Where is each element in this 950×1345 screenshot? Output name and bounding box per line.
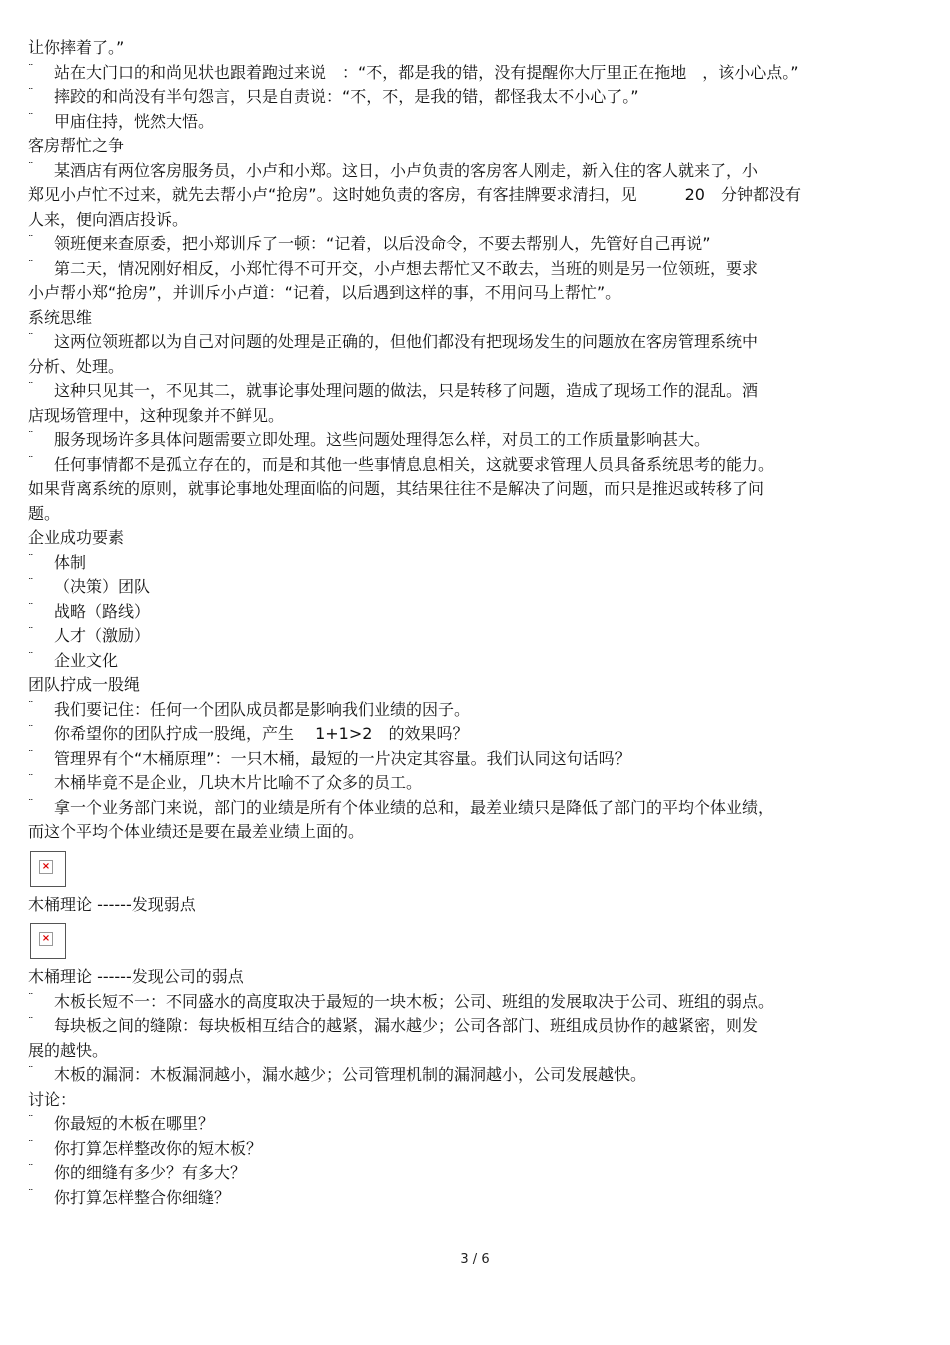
line-text: 你的细缝有多少？有多大？ xyxy=(54,1163,247,1182)
text-line xyxy=(28,330,908,355)
line-text: 题。 xyxy=(28,503,61,523)
bullet-mark: ¨ xyxy=(28,576,34,589)
bullet-mark: ¨ xyxy=(28,551,34,565)
text-line xyxy=(28,649,908,674)
line-text: 某酒店有两位客房服务员，小卢和小郑。这日，小卢负责的客房客人刚走，新入住的客人就来了，小 xyxy=(54,160,759,180)
text-line xyxy=(28,502,908,527)
text-line xyxy=(28,208,908,233)
text-line xyxy=(28,965,908,990)
line-text: 展的越快。 xyxy=(28,1040,109,1060)
bullet-mark: ¨ xyxy=(28,1113,34,1126)
text-line xyxy=(28,306,908,331)
line-text: 木桶理论 ------发现公司的弱点 xyxy=(28,967,244,986)
bullet-mark: ¨ xyxy=(28,649,34,663)
bullet-mark: ¨ xyxy=(28,723,34,736)
line-text: 服务现场许多具体问题需要立即处理。这些问题处理得怎么样，对员工的工作质量影响甚大。 xyxy=(54,430,711,449)
bullet-mark: ¨ xyxy=(28,331,34,344)
text-line xyxy=(28,36,908,61)
bullet-mark: ¨ xyxy=(28,1064,34,1077)
line-text: 小卢帮小郑“抢房”，并训斥小卢道：“记着，以后遇到这样的事，不用问马上帮忙”。 xyxy=(28,283,622,302)
text-line xyxy=(28,85,908,110)
caption-1: 木桶理论 ------发现弱点 xyxy=(28,894,196,914)
line-text: 你最短的木板在哪里？ xyxy=(54,1114,215,1133)
bullet-mark: ¨ xyxy=(28,159,34,173)
text-line xyxy=(28,428,908,453)
bullet-mark: ¨ xyxy=(28,61,34,75)
line-text: 木板的漏洞：木板漏洞越小，漏水越少；公司管理机制的漏洞越小，公司发展越快。 xyxy=(54,1065,647,1084)
text-line xyxy=(28,355,908,380)
text-line xyxy=(28,1088,908,1113)
line-text: 客房帮忙之争 xyxy=(28,136,125,155)
line-text: 木桶毕竟不是企业，几块木片比喻不了众多的员工。 xyxy=(54,773,423,792)
bullet-mark: ¨ xyxy=(28,747,34,761)
text-line xyxy=(28,1039,908,1064)
text-line xyxy=(28,477,908,502)
line-text: 体制 xyxy=(54,552,87,572)
text-line xyxy=(28,281,908,306)
bullet-mark: ¨ xyxy=(28,453,34,467)
line-text: 而这个平均个体业绩还是要在最差业绩上面的。 xyxy=(28,822,365,841)
text-line xyxy=(28,820,908,845)
bullet-mark: ¨ xyxy=(28,600,34,614)
line-text: 郑见小卢忙不过来，就先去帮小卢“抢房”。这时她负责的客房，有客挂牌要求清扫，见 20 分钟都没有 xyxy=(28,185,801,204)
text-line xyxy=(28,232,908,257)
text-line xyxy=(28,1161,908,1186)
text-line xyxy=(28,575,908,600)
text-line xyxy=(28,134,908,159)
text-line xyxy=(28,110,908,135)
line-text: （决策）团队 xyxy=(54,577,151,596)
text-line xyxy=(28,1063,908,1088)
text-line xyxy=(28,61,908,86)
broken-image-2 xyxy=(30,923,66,959)
line-text: 你打算怎样整改你的短木板？ xyxy=(54,1138,263,1158)
line-text: 这两位领班都以为自己对问题的处理是正确的，但他们都没有把现场发生的问题放在客房管理系统中 xyxy=(54,332,759,351)
bullet-mark: ¨ xyxy=(28,698,34,712)
bullet-mark: ¨ xyxy=(28,1137,34,1151)
text-line xyxy=(28,600,908,625)
bullet-mark: ¨ xyxy=(28,380,34,393)
bullet-mark: ¨ xyxy=(28,257,34,271)
text-line xyxy=(28,159,908,184)
text-line xyxy=(28,1014,908,1039)
text-line xyxy=(28,1137,908,1162)
text-line xyxy=(28,1186,908,1211)
bullet-mark: ¨ xyxy=(28,86,34,99)
line-text: 人来，便向酒店投诉。 xyxy=(28,209,189,229)
line-text: 管理界有个“木桶原理”：一只木桶，最短的一片决定其容量。我们认同这句话吗？ xyxy=(54,748,631,768)
text-line xyxy=(28,990,908,1015)
line-text: 我们要记住：任何一个团队成员都是影响我们业绩的因子。 xyxy=(54,699,471,719)
text-block-b xyxy=(28,965,908,1210)
line-text: 甲庙住持，恍然大悟。 xyxy=(54,111,215,131)
line-text: 木板长短不一：不同盛水的高度取决于最短的一块木板；公司、班组的发展取决于公司、班组的弱点。 xyxy=(54,991,775,1011)
broken-image-icon: × xyxy=(39,860,53,874)
text-line xyxy=(28,257,908,282)
text-line xyxy=(28,796,908,821)
text-line xyxy=(28,747,908,772)
line-text: 如果背离系统的原则，就事论事地处理面临的问题，其结果往往不是解决了问题，而只是推迟或转移了问 xyxy=(28,479,765,498)
line-text: 店现场管理中，这种现象并不鲜见。 xyxy=(28,405,285,425)
text-line xyxy=(28,404,908,429)
line-text: 讨论： xyxy=(28,1089,77,1109)
text-line xyxy=(28,673,908,698)
page-number: 3 / 6 xyxy=(460,1252,490,1267)
line-text: 你打算怎样整合你细缝？ xyxy=(54,1187,231,1207)
bullet-mark: ¨ xyxy=(28,233,34,246)
text-line xyxy=(28,624,908,649)
bullet-mark: ¨ xyxy=(28,1015,34,1028)
line-text: 团队拧成一股绳 xyxy=(28,675,141,694)
line-text: 企业文化 xyxy=(54,650,119,670)
bullet-mark: ¨ xyxy=(28,796,34,810)
bullet-mark: ¨ xyxy=(28,990,34,1004)
line-text: 拿一个业务部门来说，部门的业绩是所有个体业绩的总和，最差业绩只是降低了部门的平均个体业绩， xyxy=(54,797,775,817)
document-page xyxy=(28,36,908,1210)
line-text: 这种只见其一，不见其二，就事论事处理问题的做法，只是转移了问题，造成了现场工作的混乱。酒 xyxy=(54,381,759,400)
line-text: 摔跤的和尚没有半句怨言，只是自责说：“不，不，是我的错，都怪我太不小心了。” xyxy=(54,87,639,106)
bullet-mark: ¨ xyxy=(28,429,34,442)
line-text: 你希望你的团队拧成一股绳，产生 1+1>2 的效果吗？ xyxy=(54,724,469,743)
text-line xyxy=(28,379,908,404)
text-line xyxy=(28,722,908,747)
text-line xyxy=(28,771,908,796)
line-text: 站在大门口的和尚见状也跟着跑过来说 ：“不，都是我的错，没有提醒你大厅里正在拖地 ，该小心点。” xyxy=(54,62,799,82)
bullet-mark: ¨ xyxy=(28,772,34,785)
line-text: 每块板之间的缝隙：每块板相互结合的越紧，漏水越少；公司各部门、班组成员协作的越紧密，则发 xyxy=(54,1016,759,1035)
text-line xyxy=(28,183,908,208)
bullet-mark: ¨ xyxy=(28,625,34,638)
text-block-a xyxy=(28,36,908,845)
bullet-mark: ¨ xyxy=(28,1186,34,1200)
text-line xyxy=(28,526,908,551)
broken-image-1 xyxy=(30,851,66,887)
broken-image-icon: × xyxy=(39,932,53,946)
bullet-mark: ¨ xyxy=(28,110,34,124)
line-text: 让你摔着了。” xyxy=(28,38,125,57)
line-text: 任何事情都不是孤立存在的，而是和其他一些事情息息相关，这就要求管理人员具备系统思考的能力。 xyxy=(54,454,775,474)
text-line xyxy=(28,551,908,576)
line-text: 分析、处理。 xyxy=(28,356,125,376)
line-text: 系统思维 xyxy=(28,307,93,327)
text-line xyxy=(28,1112,908,1137)
text-line xyxy=(28,453,908,478)
line-text: 领班便来查原委，把小郑训斥了一顿：“记着，以后没命令，不要去帮别人，先管好自己再说” xyxy=(54,234,711,253)
line-text: 人才（激励） xyxy=(54,626,151,645)
line-text: 企业成功要素 xyxy=(28,528,125,547)
line-text: 战略（路线） xyxy=(54,601,151,621)
text-line xyxy=(28,698,908,723)
line-text: 第二天，情况刚好相反，小郑忙得不可开交，小卢想去帮忙又不敢去，当班的则是另一位领班，要求 xyxy=(54,258,759,278)
bullet-mark: ¨ xyxy=(28,1162,34,1175)
